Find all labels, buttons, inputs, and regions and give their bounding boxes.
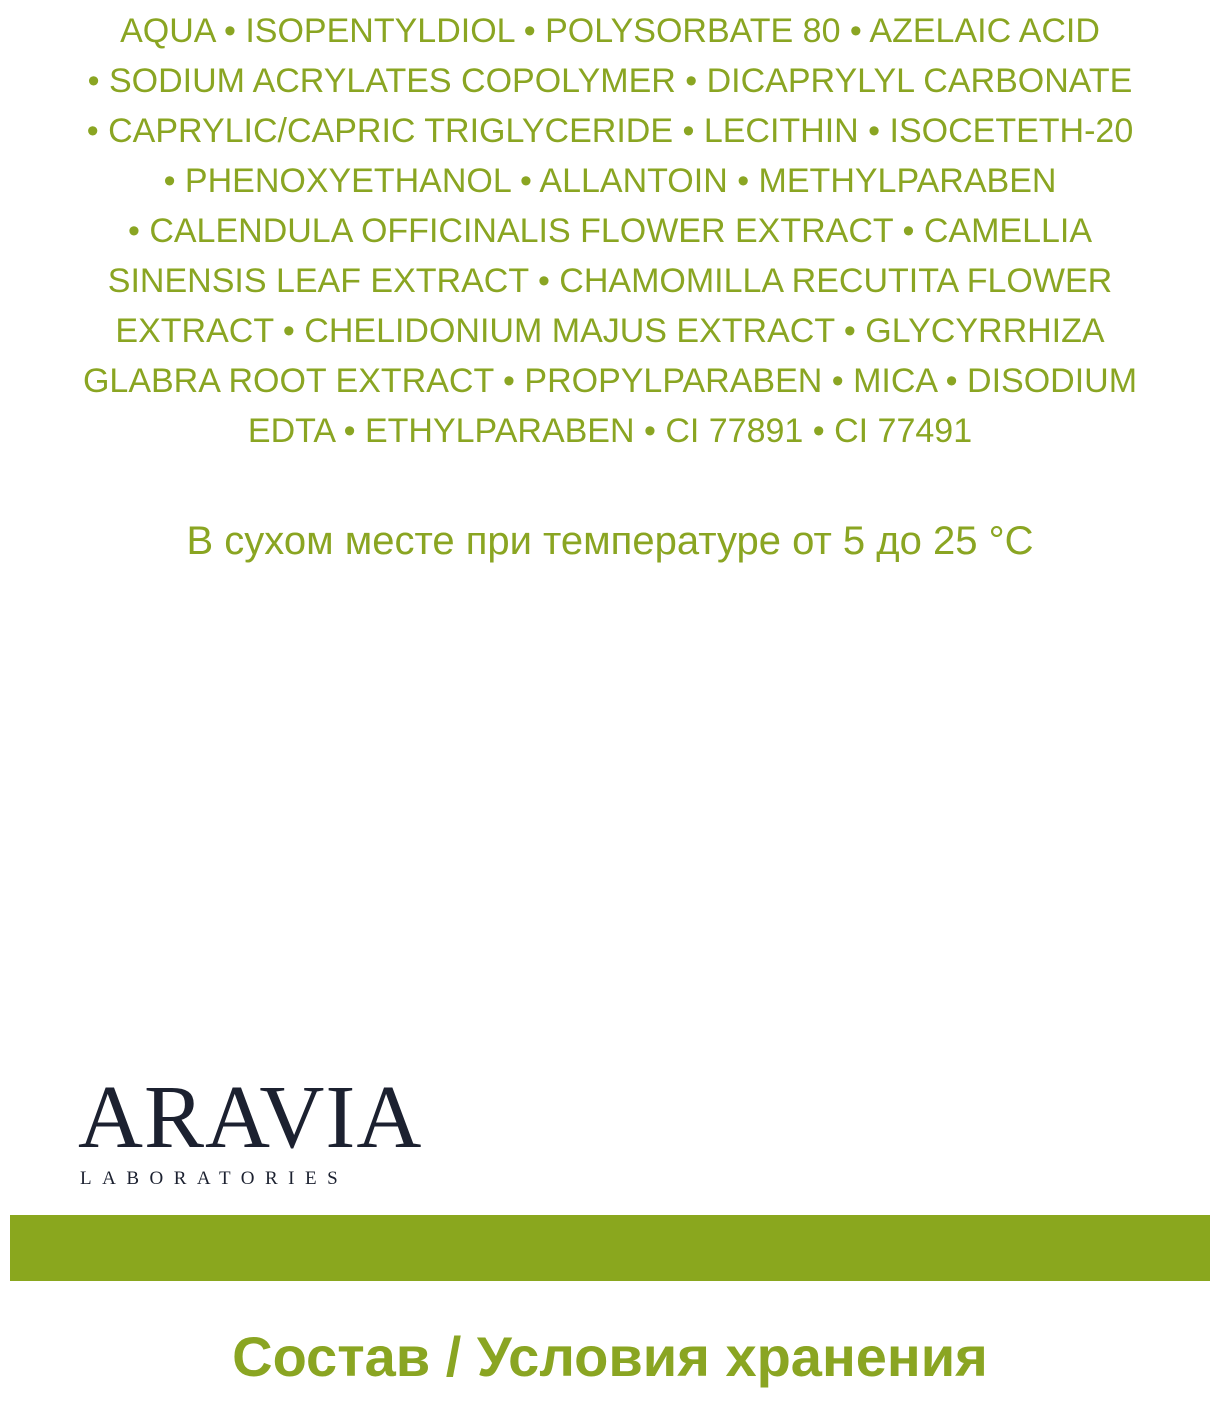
ingredients-line: SINENSIS LEAF EXTRACT • CHAMOMILLA RECUTITA FLOWER	[107, 262, 1113, 300]
ingredients-line: EDTA • ETHYLPARABEN • CI 77891 • CI 77491	[247, 412, 973, 450]
ingredients-line: • PHENOXYETHANOL • ALLANTOIN • METHYLPARABEN	[163, 162, 1057, 200]
accent-bar	[10, 1215, 1210, 1281]
ingredients-line: • SODIUM ACRYLATES COPOLYMER • DICAPRYLYL CARBONATE	[87, 62, 1133, 100]
ingredients-line: • CALENDULA OFFICINALIS FLOWER EXTRACT • CAMELLIA	[127, 212, 1093, 250]
section-title: Состав / Условия хранения	[232, 1325, 988, 1388]
storage-conditions: В сухом месте при температуре от 5 до 25 °C	[186, 519, 1034, 563]
ingredients-line: • CAPRYLIC/CAPRIC TRIGLYCERIDE • LECITHIN • ISOCETETH-20	[86, 112, 1134, 150]
ingredients-line: AQUA • ISOPENTYLDIOL • POLYSORBATE 80 • AZELAIC ACID	[120, 12, 1100, 50]
brand-logo	[78, 1068, 423, 1193]
brand-logo-wordmark: ARAVIA	[78, 1068, 423, 1167]
ingredients-line: EXTRACT • CHELIDONIUM MAJUS EXTRACT • GLYCYRRHIZA	[115, 312, 1105, 350]
ingredients-list	[60, 6, 1160, 456]
brand-logo-subtitle: LABORATORIES	[80, 1168, 349, 1189]
ingredients-line: GLABRA ROOT EXTRACT • PROPYLPARABEN • MICA • DISODIUM	[82, 362, 1138, 400]
